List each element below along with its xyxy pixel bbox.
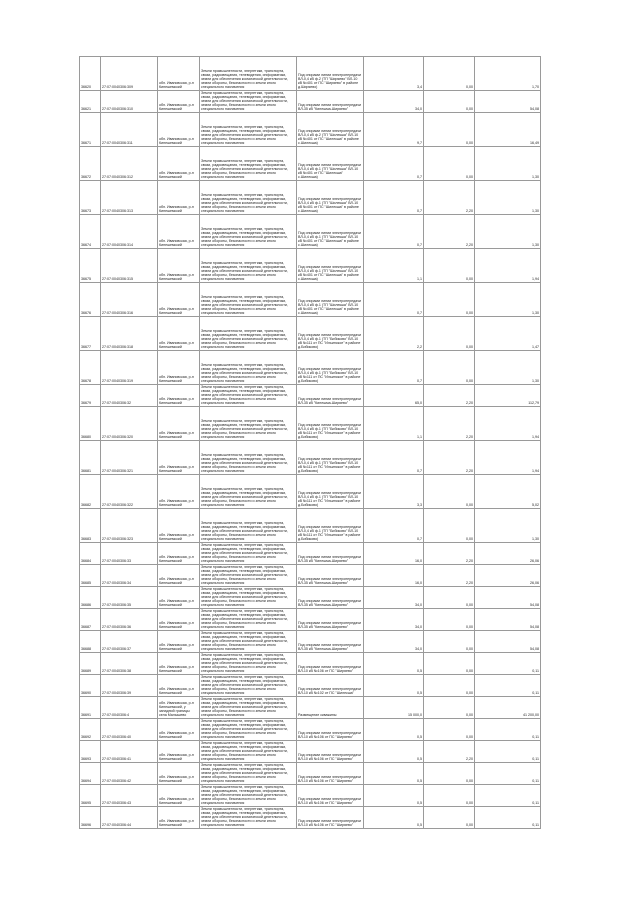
permitted-use-cell: Под опорами линии электропередачи ВЛ-0,4 кВ ф.2 (ТП "Шилекша" ВЛ-10 кВ №401 от ПС "Шилекша" в районе с.Шилекша): [297, 112, 364, 146]
value-cell: 1,30: [475, 350, 541, 384]
cadastral-number-cell: 27:07:0040306:35: [101, 586, 158, 608]
row-number-cell: 36675: [80, 248, 101, 282]
address-cell: обл. Ивановская, р-н Кинешемский: [158, 282, 200, 316]
table-row: [80, 508, 541, 542]
value-cell: 0,11: [475, 652, 541, 674]
address-cell: обл. Ивановская, р-н Кинешемский: [158, 214, 200, 248]
land-category-cell: Земли промышленности, энергетики, транспорта, связи, радиовещания, телевидения, информатики, земли для обеспечения космической деятельности, земли обороны, безопасности и земли иного специального назначения: [200, 316, 297, 350]
land-category-cell: Земли промышленности, энергетики, транспорта, связи, радиовещания, телевидения, информатики, земли для обеспечения космической деятельности, земли обороны, безопасности и земли иного специального назначения: [200, 57, 297, 91]
permitted-use-cell: Под опорами линии электропередачи ВЛ-0,4 кВ ф.2 (ТП "Ширяево" ВЛ-10 кВ №401 от ПС "Ширяево" в районе д.Ширяево): [297, 57, 364, 91]
land-category-cell: Земли промышленности, энергетики, транспорта, связи, радиовещания, телевидения, информатики, земли для обеспечения космической деятельности, земли обороны, безопасности и земли иного специального назначения: [200, 564, 297, 586]
rate-cell: 0,00: [424, 652, 475, 674]
land-category-cell: Земли промышленности, энергетики, транспорта, связи, радиовещания, телевидения, информатики, земли для обеспечения космической деятельности, земли обороны, безопасности и земли иного специального назначения: [200, 806, 297, 828]
area-cell: 34,0: [364, 586, 424, 608]
rate-cell: 2,20: [424, 564, 475, 586]
rate-cell: 0,00: [424, 350, 475, 384]
table-row: [80, 384, 541, 406]
address-cell: обл. Ивановская, р-н Кинешемский: [158, 248, 200, 282]
land-category-cell: Земли промышленности, энергетики, транспорта, связи, радиовещания, телевидения, информатики, земли для обеспечения космической деятельности, земли обороны, безопасности и земли иного специального назначения: [200, 508, 297, 542]
area-cell: 2,2: [364, 316, 424, 350]
table-row: [80, 440, 541, 474]
area-cell: 0,7: [364, 146, 424, 180]
table-row: [80, 91, 541, 113]
rate-cell: 0,00: [424, 282, 475, 316]
rate-cell: 0,00: [424, 762, 475, 784]
land-category-cell: Земли промышленности, энергетики, транспорта, связи, радиовещания, телевидения, информатики, земли для обеспечения космической деятельности, земли обороны, безопасности и земли иного специального назначения: [200, 282, 297, 316]
permitted-use-cell: Под опорами линии электропередачи ВЛ-35 кВ "Кинешма-Ширяево": [297, 384, 364, 406]
row-number-cell: 36674: [80, 214, 101, 248]
permitted-use-cell: Под опорами линии электропередачи ВЛ-10 кВ №106 от ПС "Ширяево": [297, 762, 364, 784]
row-number-cell: 36673: [80, 180, 101, 214]
address-cell: обл. Ивановская, р-н Кинешемский: [158, 91, 200, 113]
area-cell: 0,5: [364, 740, 424, 762]
permitted-use-cell: Под опорами линии электропередачи ВЛ-0,4 кВ ф.1 (ТП "Шилекша" ВЛ-10 кВ №401 от ПС "Шилекша" в районе с.Шилекша): [297, 282, 364, 316]
address-cell: обл. Ивановская, р-н Кинешемский: [158, 316, 200, 350]
land-category-cell: Земли промышленности, энергетики, транспорта, связи, радиовещания, телевидения, информатики, земли для обеспечения космической деятельности, земли обороны, безопасности и земли иного специального назначения: [200, 214, 297, 248]
row-number-cell: 36682: [80, 474, 101, 508]
value-cell: 1,30: [475, 180, 541, 214]
area-cell: 1,1: [364, 406, 424, 440]
cadastral-number-cell: 27:07:0040306:43: [101, 784, 158, 806]
permitted-use-cell: Под опорами линии электропередачи ВЛ-35 кВ "Кинешма-Ширяево": [297, 91, 364, 113]
table-row: [80, 180, 541, 214]
area-cell: 0,5: [364, 718, 424, 740]
rate-cell: 0,00: [424, 474, 475, 508]
value-cell: 5,02: [475, 474, 541, 508]
value-cell: 0,11: [475, 762, 541, 784]
value-cell: 54,08: [475, 91, 541, 113]
address-cell: обл. Ивановская, р-н Кинешемский: [158, 630, 200, 652]
address-cell: обл. Ивановская, р-н Кинешемский: [158, 542, 200, 564]
permitted-use-cell: Под опорами линии электропередачи ВЛ-35 кВ "Кинешма-Ширяево": [297, 586, 364, 608]
address-cell: обл. Ивановская, р-н Кинешемский: [158, 564, 200, 586]
land-category-cell: Земли промышленности, энергетики, транспорта, связи, радиовещания, телевидения, информатики, земли для обеспечения космической деятельности, земли обороны, безопасности и земли иного специального назначения: [200, 474, 297, 508]
value-cell: 1,30: [475, 146, 541, 180]
value-cell: 1,30: [475, 282, 541, 316]
table-row: [80, 474, 541, 508]
value-cell: 16,49: [475, 112, 541, 146]
address-cell: обл. Ивановская, р-н Кинешемский: [158, 652, 200, 674]
cadastral-number-cell: 27:07:0040306:309: [101, 57, 158, 91]
rate-cell: 0,00: [424, 806, 475, 828]
land-category-cell: Земли промышленности, энергетики, транспорта, связи, радиовещания, телевидения, информатики, земли для обеспечения космической деятельности, земли обороны, безопасности и земли иного специального назначения: [200, 674, 297, 696]
row-number-cell: 36684: [80, 542, 101, 564]
cadastral-number-cell: 27:07:0040306:318: [101, 316, 158, 350]
permitted-use-cell: Под опорами линии электропередачи ВЛ-10 кВ №102 от ПС "Шилекша": [297, 674, 364, 696]
value-cell: 26,06: [475, 564, 541, 586]
rate-cell: 0,00: [424, 248, 475, 282]
table-body: [80, 57, 541, 829]
cadastral-number-cell: 27:07:0040306:322: [101, 474, 158, 508]
rate-cell: 0,00: [424, 608, 475, 630]
area-cell: 0,7: [364, 350, 424, 384]
row-number-cell: 36687: [80, 608, 101, 630]
cadastral-number-cell: 27:07:0040306:315: [101, 248, 158, 282]
rate-cell: 0,00: [424, 91, 475, 113]
land-category-cell: Земли промышленности, энергетики, транспорта, связи, радиовещания, телевидения, информатики, земли для обеспечения космической деятельности, земли обороны, безопасности и земли иного специального назначения: [200, 440, 297, 474]
cadastral-number-cell: 27:07:0040306:314: [101, 214, 158, 248]
permitted-use-cell: Под опорами линии электропередачи ВЛ-35 кВ "Кинешма-Ширяево": [297, 564, 364, 586]
land-category-cell: Земли промышленности, энергетики, транспорта, связи, радиовещания, телевидения, информатики, земли для обеспечения космической деятельности, земли обороны, безопасности и земли иного специального назначения: [200, 406, 297, 440]
land-category-cell: Земли промышленности, энергетики, транспорта, связи, радиовещания, телевидения, информатики, земли для обеспечения космической деятельности, земли обороны, безопасности и земли иного специального назначения: [200, 91, 297, 113]
value-cell: 1,94: [475, 248, 541, 282]
cadastral-number-cell: 27:07:0040306:316: [101, 282, 158, 316]
rate-cell: 0,00: [424, 630, 475, 652]
address-cell: обл. Ивановская, р-н Кинешемский: [158, 474, 200, 508]
cadastral-number-cell: 27:07:0040306:42: [101, 762, 158, 784]
value-cell: 1,94: [475, 406, 541, 440]
value-cell: 54,08: [475, 630, 541, 652]
cadastral-number-cell: 27:07:0040306:34: [101, 564, 158, 586]
address-cell: обл. Ивановская, р-н Кинешемский: [158, 784, 200, 806]
permitted-use-cell: Размещение скважины: [297, 696, 364, 718]
value-cell: 26,06: [475, 542, 541, 564]
table-row: [80, 740, 541, 762]
land-category-cell: Земли промышленности, энергетики, транспорта, связи, радиовещания, телевидения, информатики, земли для обеспечения космической деятельности, земли обороны, безопасности и земли иного специального назначения: [200, 652, 297, 674]
row-number-cell: 36692: [80, 718, 101, 740]
land-category-cell: Земли промышленности, энергетики, транспорта, связи, радиовещания, телевидения, информатики, земли для обеспечения космической деятельности, земли обороны, безопасности и земли иного специального назначения: [200, 784, 297, 806]
value-cell: 0,11: [475, 806, 541, 828]
land-category-cell: Земли промышленности, энергетики, транспорта, связи, радиовещания, телевидения, информатики, земли для обеспечения космической деятельности, земли обороны, безопасности и земли иного специального назначения: [200, 586, 297, 608]
address-cell: обл. Ивановская, р-н Кинешемский: [158, 406, 200, 440]
address-cell: обл. Ивановская, р-н Кинешемский: [158, 740, 200, 762]
area-cell: 34,0: [364, 608, 424, 630]
land-category-cell: Земли промышленности, энергетики, транспорта, связи, радиовещания, телевидения, информатики, земли для обеспечения космической деятельности, земли обороны, безопасности и земли иного специального назначения: [200, 718, 297, 740]
land-category-cell: Земли промышленности, энергетики, транспорта, связи, радиовещания, телевидения, информатики, земли для обеспечения космической деятельности, земли обороны, безопасности и земли иного специального назначения: [200, 608, 297, 630]
rate-cell: 0,00: [424, 696, 475, 718]
permitted-use-cell: Под опорами линии электропередачи ВЛ-10 кВ №106 от ПС "Ширяево": [297, 718, 364, 740]
value-cell: 41 200,00: [475, 696, 541, 718]
table-row: [80, 350, 541, 384]
rate-cell: 2,20: [424, 406, 475, 440]
value-cell: 1,70: [475, 57, 541, 91]
address-cell: обл. Ивановская, р-н Кинешемский: [158, 180, 200, 214]
cadastral-number-cell: 27:07:0040306:310: [101, 91, 158, 113]
permitted-use-cell: Под опорами линии электропередачи ВЛ-10 кВ №106 от ПС "Ширяево": [297, 652, 364, 674]
permitted-use-cell: Под опорами линии электропередачи ВЛ-10 кВ №106 от ПС "Ширяево": [297, 784, 364, 806]
area-cell: 1,1: [364, 248, 424, 282]
table-row: [80, 718, 541, 740]
address-cell: обл. Ивановская, р-н Кинешемский: [158, 718, 200, 740]
row-number-cell: 36694: [80, 762, 101, 784]
address-cell: обл. Ивановская, р-н Кинешемский: [158, 608, 200, 630]
area-cell: 9,7: [364, 112, 424, 146]
value-cell: 0,11: [475, 674, 541, 696]
table-row: [80, 652, 541, 674]
address-cell: обл. Ивановская, р-н Кинешемский: [158, 350, 200, 384]
permitted-use-cell: Под опорами линии электропередачи ВЛ-0,4 кВ ф.1 (ТП "Бибиково" ВЛ-10 кВ №111 от ПС "Ильинское" в районе д.Бибиково): [297, 440, 364, 474]
rate-cell: 2,20: [424, 180, 475, 214]
area-cell: 0,7: [364, 214, 424, 248]
permitted-use-cell: Под опорами линии электропередачи ВЛ-10 кВ №106 от ПС "Ширяево": [297, 806, 364, 828]
rate-cell: 0,00: [424, 784, 475, 806]
area-cell: 3,4: [364, 57, 424, 91]
cadastral-number-cell: 27:07:0040306:4: [101, 696, 158, 718]
address-cell: обл. Ивановская, р-н Кинешемский: [158, 57, 200, 91]
land-parcels-table: [79, 56, 541, 829]
table-row: [80, 806, 541, 828]
address-cell: обл. Ивановская, р-н Кинешемский: [158, 440, 200, 474]
row-number-cell: 36683: [80, 508, 101, 542]
row-number-cell: 36680: [80, 406, 101, 440]
cadastral-number-cell: 27:07:0040306:312: [101, 146, 158, 180]
value-cell: 1,94: [475, 440, 541, 474]
rate-cell: 2,20: [424, 440, 475, 474]
table-row: [80, 214, 541, 248]
table-row: [80, 784, 541, 806]
area-cell: 16,0: [364, 542, 424, 564]
table-row: [80, 608, 541, 630]
permitted-use-cell: Под опорами линии электропередачи ВЛ-35 кВ "Кинешма-Ширяево": [297, 542, 364, 564]
table-row: [80, 248, 541, 282]
cadastral-number-cell: 27:07:0040306:323: [101, 508, 158, 542]
rate-cell: 0,00: [424, 674, 475, 696]
table-row: [80, 696, 541, 718]
area-cell: 0,5: [364, 674, 424, 696]
table-row: [80, 146, 541, 180]
land-category-cell: Земли промышленности, энергетики, транспорта, связи, радиовещания, телевидения, информатики, земли для обеспечения космической деятельности, земли обороны, безопасности и земли иного специального назначения: [200, 146, 297, 180]
land-category-cell: Земли промышленности, энергетики, транспорта, связи, радиовещания, телевидения, информатики, земли для обеспечения космической деятельности, земли обороны, безопасности и земли иного специального назначения: [200, 112, 297, 146]
row-number-cell: 36695: [80, 784, 101, 806]
value-cell: 54,08: [475, 586, 541, 608]
land-category-cell: Земли промышленности, энергетики, транспорта, связи, радиовещания, телевидения, информатики, земли для обеспечения космической деятельности, земли обороны, безопасности и земли иного специального назначения: [200, 180, 297, 214]
value-cell: 1,30: [475, 508, 541, 542]
rate-cell: 0,00: [424, 718, 475, 740]
cadastral-number-cell: 27:07:0040306:37: [101, 630, 158, 652]
rate-cell: 0,00: [424, 316, 475, 350]
row-number-cell: 36676: [80, 282, 101, 316]
cadastral-number-cell: 27:07:0040306:32: [101, 384, 158, 406]
land-category-cell: Земли промышленности, энергетики, транспорта, связи, радиовещания, телевидения, информатики, земли для обеспечения космической деятельности, земли обороны, безопасности и земли иного специального назначения: [200, 696, 297, 718]
cadastral-number-cell: 27:07:0040306:313: [101, 180, 158, 214]
permitted-use-cell: Под опорами линии электропередачи ВЛ-0,4 кВ ф.1 (ТП "Бибиково" ВЛ-10 кВ №111 от ПС "Ильинское" в районе д.Бибиково): [297, 508, 364, 542]
land-category-cell: Земли промышленности, энергетики, транспорта, связи, радиовещания, телевидения, информатики, земли для обеспечения космической деятельности, земли обороны, безопасности и земли иного специального назначения: [200, 248, 297, 282]
cadastral-number-cell: 27:07:0040306:320: [101, 406, 158, 440]
value-cell: 1,30: [475, 214, 541, 248]
area-cell: 0,5: [364, 806, 424, 828]
row-number-cell: 36688: [80, 630, 101, 652]
value-cell: 54,08: [475, 608, 541, 630]
address-cell: обл. Ивановская, р-н Кинешемский: [158, 112, 200, 146]
permitted-use-cell: Под опорами линии электропередачи ВЛ-10 кВ №106 от ПС "Ширяево": [297, 740, 364, 762]
table-row: [80, 406, 541, 440]
rate-cell: 2,20: [424, 214, 475, 248]
table-row: [80, 674, 541, 696]
rate-cell: 0,00: [424, 508, 475, 542]
area-cell: 0,7: [364, 180, 424, 214]
rate-cell: 0,00: [424, 57, 475, 91]
row-number-cell: 36696: [80, 806, 101, 828]
permitted-use-cell: Под опорами линии электропередачи ВЛ-35 кВ "Кинешма-Ширяево": [297, 630, 364, 652]
area-cell: 0,5: [364, 784, 424, 806]
area-cell: 0,5: [364, 762, 424, 784]
row-number-cell: 36681: [80, 440, 101, 474]
row-number-cell: 36686: [80, 586, 101, 608]
table-row: [80, 630, 541, 652]
row-number-cell: 36689: [80, 652, 101, 674]
table-row: [80, 762, 541, 784]
value-cell: 0,11: [475, 718, 541, 740]
table-row: [80, 564, 541, 586]
table-row: [80, 282, 541, 316]
cadastral-number-cell: 27:07:0040306:321: [101, 440, 158, 474]
rate-cell: 0,00: [424, 586, 475, 608]
row-number-cell: 36677: [80, 316, 101, 350]
row-number-cell: 36691: [80, 696, 101, 718]
rate-cell: 2,20: [424, 542, 475, 564]
land-category-cell: Земли промышленности, энергетики, транспорта, связи, радиовещания, телевидения, информатики, земли для обеспечения космической деятельности, земли обороны, безопасности и земли иного специального назначения: [200, 740, 297, 762]
land-category-cell: Земли промышленности, энергетики, транспорта, связи, радиовещания, телевидения, информатики, земли для обеспечения космической деятельности, земли обороны, безопасности и земли иного специального назначения: [200, 350, 297, 384]
permitted-use-cell: Под опорами линии электропередачи ВЛ-0,4 кВ ф.1 (ТП "Шилекша" ВЛ-10 кВ №401 от ПС "Шилекша" в районе с.Шилекша): [297, 214, 364, 248]
area-cell: 0,7: [364, 440, 424, 474]
area-cell: 15 000,0: [364, 696, 424, 718]
address-cell: обл. Ивановская, р-н Кинешемский: [158, 146, 200, 180]
permitted-use-cell: Под опорами линии электропередачи ВЛ-35 кВ "Кинешма-Ширяево": [297, 608, 364, 630]
permitted-use-cell: Под опорами линии электропередачи ВЛ-0,4 кВ ф.1 (ТП "Шилекша" ВЛ-10 кВ №401 от ПС "Шилекша" в районе с.Шилекша): [297, 248, 364, 282]
area-cell: 0,7: [364, 282, 424, 316]
area-cell: 0,7: [364, 508, 424, 542]
row-number-cell: 36690: [80, 674, 101, 696]
land-category-cell: Земли промышленности, энергетики, транспорта, связи, радиовещания, телевидения, информатики, земли для обеспечения космической деятельности, земли обороны, безопасности и земли иного специального назначения: [200, 542, 297, 564]
area-cell: 34,0: [364, 630, 424, 652]
row-number-cell: 36678: [80, 350, 101, 384]
land-category-cell: Земли промышленности, энергетики, транспорта, связи, радиовещания, телевидения, информатики, земли для обеспечения космической деятельности, земли обороны, безопасности и земли иного специального назначения: [200, 630, 297, 652]
address-cell: обл. Ивановская, р-н Кинешемский: [158, 806, 200, 828]
permitted-use-cell: Под опорами линии электропередачи ВЛ-0,4 кВ ф.1 (ТП "Бибиково" ВЛ-10 кВ №111 от ПС "Ильинское" в районе д.Бибиково): [297, 316, 364, 350]
permitted-use-cell: Под опорами линии электропередачи ВЛ-0,4 кВ ф.1 (ТП "Шилекша" ВЛ-10 кВ №401 от ПС "Шилекша" в районе с.Шилекша): [297, 180, 364, 214]
value-cell: 1,47: [475, 316, 541, 350]
area-cell: 65,0: [364, 384, 424, 406]
cadastral-number-cell: 27:07:0040306:33: [101, 542, 158, 564]
cadastral-number-cell: 27:07:0040306:40: [101, 718, 158, 740]
row-number-cell: 36685: [80, 564, 101, 586]
cadastral-number-cell: 27:07:0040306:311: [101, 112, 158, 146]
table-row: [80, 542, 541, 564]
value-cell: 0,11: [475, 740, 541, 762]
address-cell: обл. Ивановская, р-н Кинешемский: [158, 674, 200, 696]
address-cell: обл. Ивановская, р-н Кинешемский: [158, 384, 200, 406]
address-cell: обл. Ивановская, р-н Кинешемский, у западной границы села Малышево: [158, 696, 200, 718]
permitted-use-cell: Под опорами линии электропередачи ВЛ-0,4 кВ ф.1 (ТП "Бибиково" ВЛ-10 кВ №111 от ПС "Ильинское" в районе д.Бибиково): [297, 406, 364, 440]
address-cell: обл. Ивановская, р-н Кинешемский: [158, 586, 200, 608]
cadastral-number-cell: 27:07:0040306:36: [101, 608, 158, 630]
rate-cell: 2,20: [424, 384, 475, 406]
cadastral-number-cell: 27:07:0040306:44: [101, 806, 158, 828]
table-row: [80, 57, 541, 91]
value-cell: 112,79: [475, 384, 541, 406]
permitted-use-cell: Под опорами линии электропередачи ВЛ-0,4 кВ ф.1 (ТП "Бибиково" ВЛ-10 кВ №111 от ПС "Ильинское" в районе д.Бибиково): [297, 474, 364, 508]
rate-cell: 0,00: [424, 146, 475, 180]
cadastral-number-cell: 27:07:0040306:38: [101, 652, 158, 674]
area-cell: 34,0: [364, 91, 424, 113]
row-number-cell: 36672: [80, 146, 101, 180]
permitted-use-cell: Под опорами линии электропередачи ВЛ-0,4 кВ ф.1 (ТП "Шилекша" ВЛ-10 кВ №401 от ПС "Шилекша" с.Шилекша): [297, 146, 364, 180]
table-row: [80, 316, 541, 350]
row-number-cell: 36679: [80, 384, 101, 406]
land-category-cell: Земли промышленности, энергетики, транспорта, связи, радиовещания, телевидения, информатики, земли для обеспечения космической деятельности, земли обороны, безопасности и земли иного специального назначения: [200, 762, 297, 784]
row-number-cell: 36693: [80, 740, 101, 762]
row-number-cell: 36621: [80, 91, 101, 113]
value-cell: 0,11: [475, 784, 541, 806]
address-cell: обл. Ивановская, р-н Кинешемский: [158, 762, 200, 784]
row-number-cell: 36671: [80, 112, 101, 146]
address-cell: обл. Ивановская, р-н Кинешемский: [158, 508, 200, 542]
cadastral-number-cell: 27:07:0040306:319: [101, 350, 158, 384]
cadastral-number-cell: 27:07:0040306:41: [101, 740, 158, 762]
permitted-use-cell: Под опорами линии электропередачи ВЛ-0,4 кВ ф.1 (ТП "Бибиково" ВЛ-10 кВ №111 от ПС "Ильинское" в районе д.Бибиково): [297, 350, 364, 384]
area-cell: 3,3: [364, 474, 424, 508]
rate-cell: 2,20: [424, 740, 475, 762]
area-cell: 0,5: [364, 652, 424, 674]
row-number-cell: 36620: [80, 57, 101, 91]
table-row: [80, 112, 541, 146]
land-category-cell: Земли промышленности, энергетики, транспорта, связи, радиовещания, телевидения, информатики, земли для обеспечения космической деятельности, земли обороны, безопасности и земли иного специального назначения: [200, 384, 297, 406]
table-row: [80, 586, 541, 608]
area-cell: 16,0: [364, 564, 424, 586]
cadastral-number-cell: 27:07:0040306:39: [101, 674, 158, 696]
rate-cell: 0,00: [424, 112, 475, 146]
